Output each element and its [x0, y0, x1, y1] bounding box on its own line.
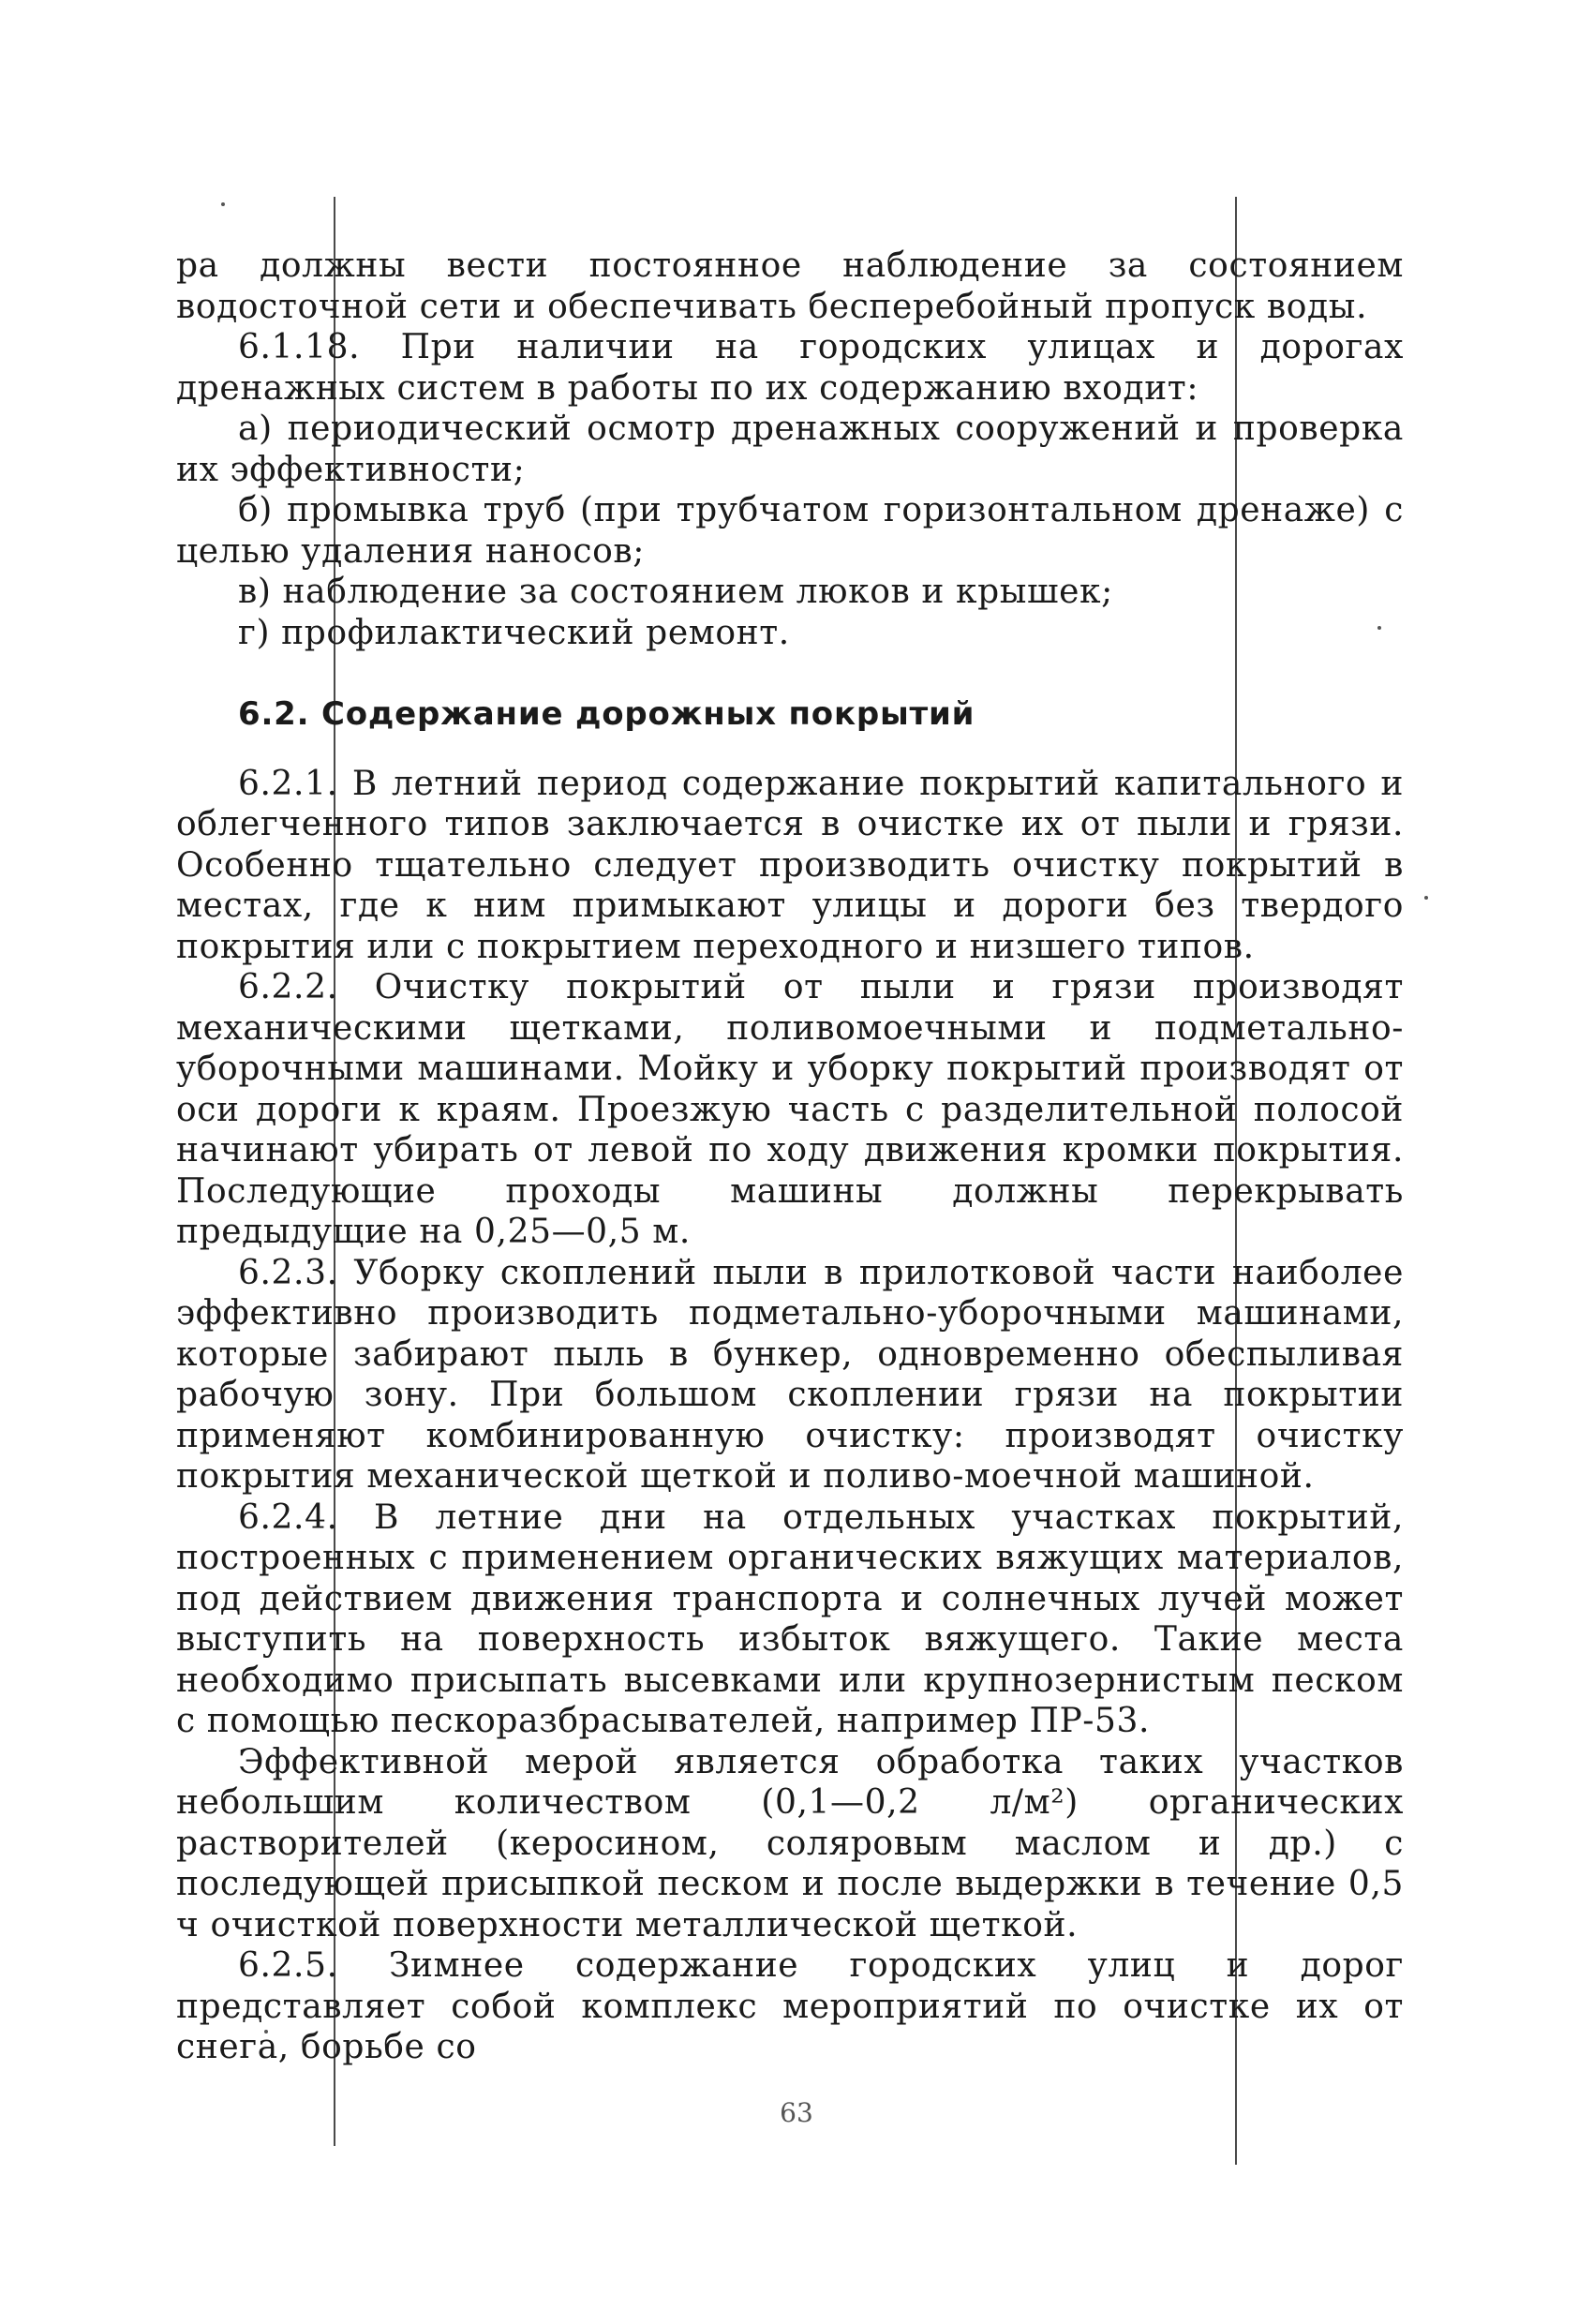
scan-speck [1424, 896, 1428, 900]
list-item-a: а) периодический осмотр дренажных сооружений и проверка их эффективности; [176, 410, 1404, 489]
paragraph-6-2-1: 6.2.1. В летний период содержание покрытий капитального и облегченного типов заключается в очистке их от пыли и грязи. Особенно тщательно следует производить очистку покрытий в местах, где к ним примыкают улицы и дороги без твердого покрытия или с покрытием переходного и низшего типов. [176, 764, 1404, 966]
paragraph-6-2-3: 6.2.3. Уборку скоплений пыли в прилотковой части наиболее эффективно производить подметально-уборочными машинами, которые забирают пыль в бункер, одновременно обеспыливая рабочую зону. При большом скоплении грязи на покрытии применяют комбинированную очистку: производят очистку покрытия механической щеткой и поливо-моечной машиной. [176, 1253, 1404, 1496]
paragraph-6-2-5: 6.2.5. Зимнее содержание городских улиц и дорог представляет собой комплекс мероприятий по очистке их от снега, борьбе со [176, 1946, 1404, 2066]
list-item-g: г) профилактический ремонт. [238, 613, 790, 652]
list-item-v: в) наблюдение за состоянием люков и крышек; [238, 573, 1113, 611]
page-number: 63 [780, 2097, 813, 2128]
paragraph-6-1-18: 6.1.18. При наличии на городских улицах и дорогах дренажных систем в работы по их содержанию входит: [176, 328, 1404, 408]
paragraph-6-2-4-continued: Эффективной мерой является обработка таких участков небольшим количеством (0,1—0,2 л/м²) органических растворителей (керосином, соляровым маслом и др.) с последующей присыпкой песком и после выдержки в течение 0,5 ч очисткой поверхности металлической щеткой. [176, 1742, 1404, 1944]
section-heading: 6.2. Содержание дорожных покрытий [238, 695, 975, 733]
paragraph-6-2-4: 6.2.4. В летние дни на отдельных участках покрытий, построенных с применением органических вяжущих материалов, под действием движения транспорта и солнечных лучей может выступить на поверхность избыток вяжущего. Такие места необходимо присыпать высевками или крупнозернистым песком с помощью пескоразбрасывателей, например ПР-53. [176, 1497, 1404, 1740]
scan-speck [221, 202, 225, 206]
body-text [176, 246, 1404, 2068]
paragraph-6-2-2: 6.2.2. Очистку покрытий от пыли и грязи производят механическими щетками, поливомоечными и подметально-уборочными машинами. Мойку и уборку покрытий производят от оси дороги к краям. Проезжую часть с разделительной полосой начинают убирать от левой по ходу движения кромки покрытия. Последующие проходы машины должны перекрывать предыдущие на 0,25—0,5 м. [176, 968, 1404, 1251]
top-fragment-paragraph: ра должны вести постоянное наблюдение за состоянием водосточной сети и обеспечивать бесперебойный пропуск воды. [176, 246, 1404, 326]
list-item-b: б) промывка труб (при трубчатом горизонтальном дренаже) с целью удаления наносов; [176, 491, 1404, 571]
